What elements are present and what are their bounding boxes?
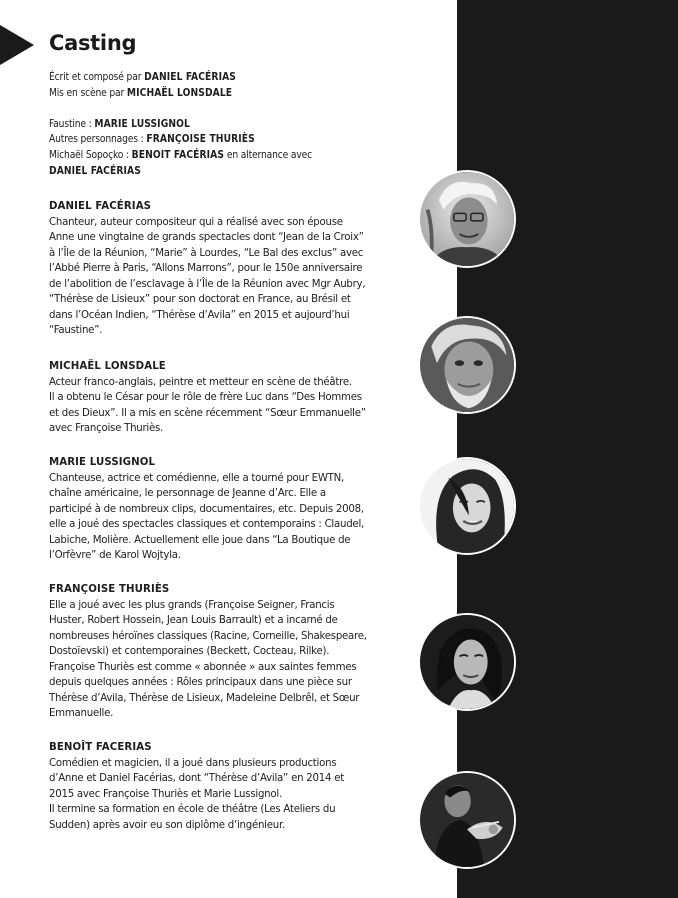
bio-text: Elle a joué avec les plus grands (Françoise Seigner, Francis Huster, Robert Hossein, Jean Louis Barrault) et a incarné de nombreuses héroïnes classiques (Racine, Corneille, Shakespeare, Dostoïevski) et contemporaines (Beckett, Cocteau, Rilke). Françoise Thuriès est comme « abonnée » aux saintes femmes depuis quelques années : Rôles principaux dans une pièce sur Thérèse d’Avila, Thérèse de Lisieux, Madeleine Delbrêl, et Sœur Emmanuelle. xyxy=(49,599,367,719)
portrait-michael-lonsdale xyxy=(418,316,516,414)
credits-block xyxy=(49,70,379,179)
written-by-line: Écrit et composé par DANIEL FACÉRIAS xyxy=(49,72,236,83)
bio-marie-lussignol xyxy=(49,455,379,564)
bio-francoise-thuries xyxy=(49,582,379,722)
corner-tab-marker xyxy=(0,25,34,65)
bio-michael-lonsdale xyxy=(49,359,379,437)
bio-name: MARIE LUSSIGNOL xyxy=(49,457,156,468)
cast-michael: Michaël Sopoçko : BENOIT FACÉRIAS en alternance avec xyxy=(49,149,313,161)
bio-text: Chanteur, auteur compositeur qui a réalisé avec son épouse Anne une vingtaine de grands spectacles dont “Jean de la Croix” à l’Île de la Réunion, “Marie” à Lourdes, “Le Bal des exclus” avec l’Abbé Pierre à Paris, “Allons Marrons”, pour le 150e anniversaire de l’abolition de l’esclavage à l’Île de la Réunion avec Mgr Aubry, “Thérèse de Lisieux” pour son doctorat en France, au Brésil et dans l’Océan Indien, “Thérèse d’Avila” en 2015 et aujourd’hui “Faustine”. xyxy=(49,216,366,336)
bio-text: Acteur franco-anglais, peintre et metteur en scène de théâtre. Il a obtenu le César pour le rôle de frère Luc dans “Des Hommes et des Dieux”. Il a mis en scène récemment “Sœur Emmanuelle” avec Françoise Thuriès. xyxy=(49,376,366,434)
cast-others: Autres personnages : FRANÇOISE THURIÈS xyxy=(49,134,255,146)
portrait-daniel-facerias xyxy=(418,170,516,268)
dark-side-band xyxy=(457,0,678,898)
directed-by-line: Mis en scène par MICHAËL LONSDALE xyxy=(49,87,233,99)
bio-text: Comédien et magicien, il a joué dans plusieurs productions d’Anne et Daniel Facérias, dont “Thérèse d’Avila” en 2014 et 2015 avec Françoise Thuriès et Marie Lussignol. Il termine sa formation en école de théâtre (Les Ateliers du Sudden) après avoir eu son diplôme d’ingénieur. xyxy=(49,757,344,831)
bio-name: BENOÎT FACERIAS xyxy=(49,742,152,753)
bio-name: DANIEL FACÉRIAS xyxy=(49,201,152,212)
bio-daniel-facerias xyxy=(49,199,379,339)
cast-alternate: DANIEL FACÉRIAS xyxy=(49,165,141,177)
portrait-francoise-thuries xyxy=(418,613,516,711)
page-title: Casting xyxy=(49,31,137,55)
bio-name: MICHAËL LONSDALE xyxy=(49,361,166,372)
bio-benoit-facerias xyxy=(49,740,379,833)
cast-faustine: Faustine : MARIE LUSSIGNOL xyxy=(49,118,190,130)
portrait-marie-lussignol xyxy=(418,457,516,555)
portrait-benoit-facerias xyxy=(418,771,516,869)
bio-name: FRANÇOISE THURIÈS xyxy=(49,584,170,595)
bio-text: Chanteuse, actrice et comédienne, elle a tourné pour EWTN, chaîne américaine, le personnage de Jeanne d’Arc. Elle a participé à de nombreux clips, documentaires, etc. Depuis 2008, elle a joué des spectacles classiques et contemporains : Claudel, Labiche, Molière. Actuellement elle joue dans “La Boutique de l’Orfèvre” de Karol Wojtyla. xyxy=(49,472,365,561)
